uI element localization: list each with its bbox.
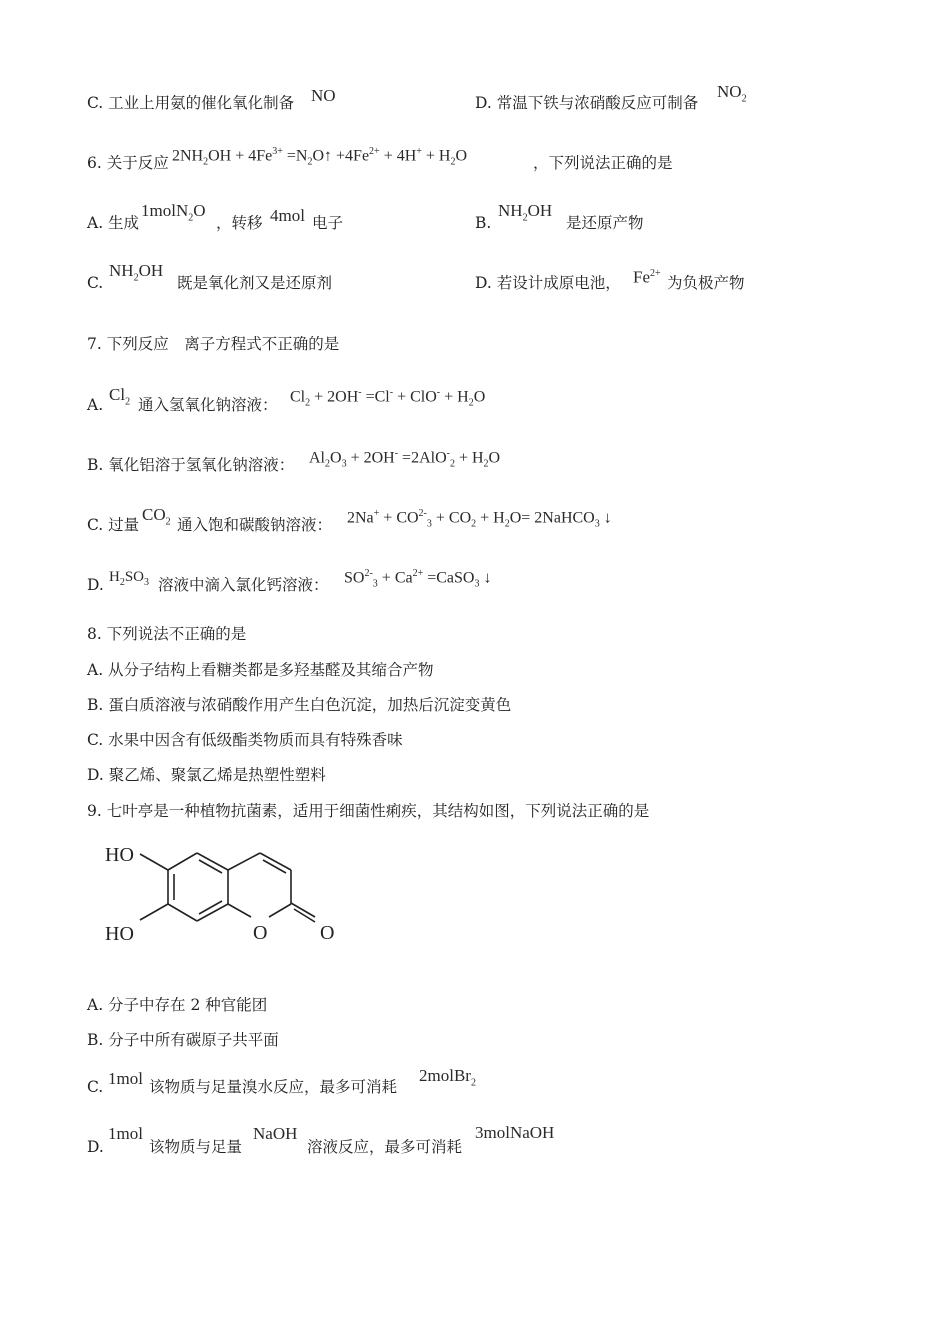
hydroxyl-label-bottom: HO (105, 923, 134, 945)
q6-a-post: 电子 (312, 214, 344, 232)
q6-option-a: A. 生成 (87, 214, 140, 232)
q8-option-c: C. 水果中因含有低级酯类物质而具有特殊香味 (87, 731, 403, 749)
q6-c-formula: $NH_2OH$ (109, 261, 164, 284)
q9-d-mid2: 溶液反应，最多可消耗 (307, 1138, 463, 1156)
q6-equation: $2NH_2OH + 4Fe^{3+}$ $=N_2O↑ +4Fe^{2+} + 4H^+ + H_2O$ (172, 146, 468, 168)
q5-c-formula: NO (311, 86, 336, 105)
q7-d-equation: $SO^{2-}_3 + Ca^{2+}$ =CaSO$_3$ ↓ (344, 568, 492, 590)
q9-d-formula-3: 3molNaOH (475, 1123, 555, 1142)
q9-c-formula-1: 1mol (108, 1069, 143, 1088)
esculetin-structure (95, 833, 355, 963)
q7-option-a: A. (87, 396, 104, 414)
q7-b-equation: $Al_2O_3 + 2OH^- =2AlO^-_2 + H_2O$ (309, 448, 501, 470)
q9-option-b: B. 分子中所有碳原子共平面 (87, 1031, 279, 1049)
q5-option-d (475, 93, 698, 113)
ring-oxygen-label: O (253, 922, 268, 944)
q8-option-d: D. 聚乙烯、聚氯乙烯是热塑性塑料 (87, 766, 326, 784)
q5-c-text: C. 工业上用氨的催化氧化制备 (87, 94, 295, 112)
q6-stem-suffix: ，下列说法正确的是 (533, 154, 673, 172)
q6-option-d: D. 若设计成原电池， (475, 274, 621, 292)
q7-d-text: 溶液中滴入氯化钙溶液： (158, 576, 329, 594)
q7-c-text: 通入饱和碳酸钠溶液： (177, 516, 333, 534)
q9-stem: 9. 七叶亭是一种植物抗菌素，适用于细菌性痢疾，其结构如图，下列说法正确的是 (87, 802, 650, 820)
q9-option-a: A. 分子中存在 2 种官能团 (87, 996, 268, 1014)
q6-option-c: C. (87, 274, 104, 292)
q8-stem: 8. 下列说法不正确的是 (87, 625, 247, 643)
q7-c-equation: $2Na^+ + CO^{2-}_3 + CO_2 + H_2O=$ 2NaHCO$_3$ ↓ (347, 508, 612, 530)
q5-option-c (87, 93, 294, 113)
q5-d-formula: $NO_2$ (717, 82, 747, 105)
q6-b-formula: $NH_2OH$ (498, 201, 553, 224)
q7-a-formula: $Cl_2$ (109, 385, 131, 408)
q9-d-formula-2: NaOH (253, 1124, 298, 1143)
q6-option-b: B. (475, 214, 492, 232)
q6-b-post: 是还原产物 (566, 214, 644, 232)
q6-d-post: 为负极产物 (667, 274, 745, 292)
q7-a-text: 通入氢氧化钠溶液： (138, 396, 278, 414)
structure-bonds (140, 853, 315, 922)
q9-option-c: C. (87, 1078, 104, 1096)
q7-c-formula: $CO_2$ (142, 505, 171, 528)
q7-option-c: C. 过量 (87, 516, 140, 534)
q9-d-formula-1: 1mol (108, 1124, 143, 1143)
q7-option-b: B. 氧化铝溶于氢氧化钠溶液： (87, 456, 295, 474)
q8-option-a: A. 从分子结构上看糖类都是多羟基醛及其缩合产物 (87, 661, 434, 679)
q6-a-formula-1: 1molN$_2$O (141, 201, 206, 224)
q7-a-equation: $Cl_2 + 2OH^- =Cl^- + ClO^- + H_2O$ (290, 387, 486, 409)
q6-d-formula: $Fe^{2+}$ (633, 267, 661, 287)
q9-c-mid: 该物质与足量溴水反应，最多可消耗 (149, 1078, 398, 1096)
q6-c-post: 既是氧化剂又是还原剂 (177, 274, 333, 292)
q7-d-formula: $H_2SO_3$ (109, 569, 150, 588)
q7-stem: 7. 下列反应 离子方程式不正确的是 (87, 335, 340, 353)
q5-d-text: D. 常温下铁与浓硝酸反应可制备 (475, 94, 699, 112)
carbonyl-oxygen-label: O (320, 922, 335, 944)
q6-stem-prefix: 6. 关于反应 (87, 154, 169, 172)
q9-option-d: D. (87, 1138, 104, 1156)
q9-d-mid1: 该物质与足量 (149, 1138, 243, 1156)
q8-option-b: B. 蛋白质溶液与浓硝酸作用产生白色沉淀，加热后沉淀变黄色 (87, 696, 512, 714)
q9-c-formula-2: 2molBr$_2$ (419, 1066, 476, 1089)
q6-a-mid: ，转移 (216, 214, 263, 232)
q7-option-d: D. (87, 576, 104, 594)
q6-a-formula-2: 4mol (270, 206, 305, 225)
hydroxyl-label-top: HO (105, 844, 134, 866)
